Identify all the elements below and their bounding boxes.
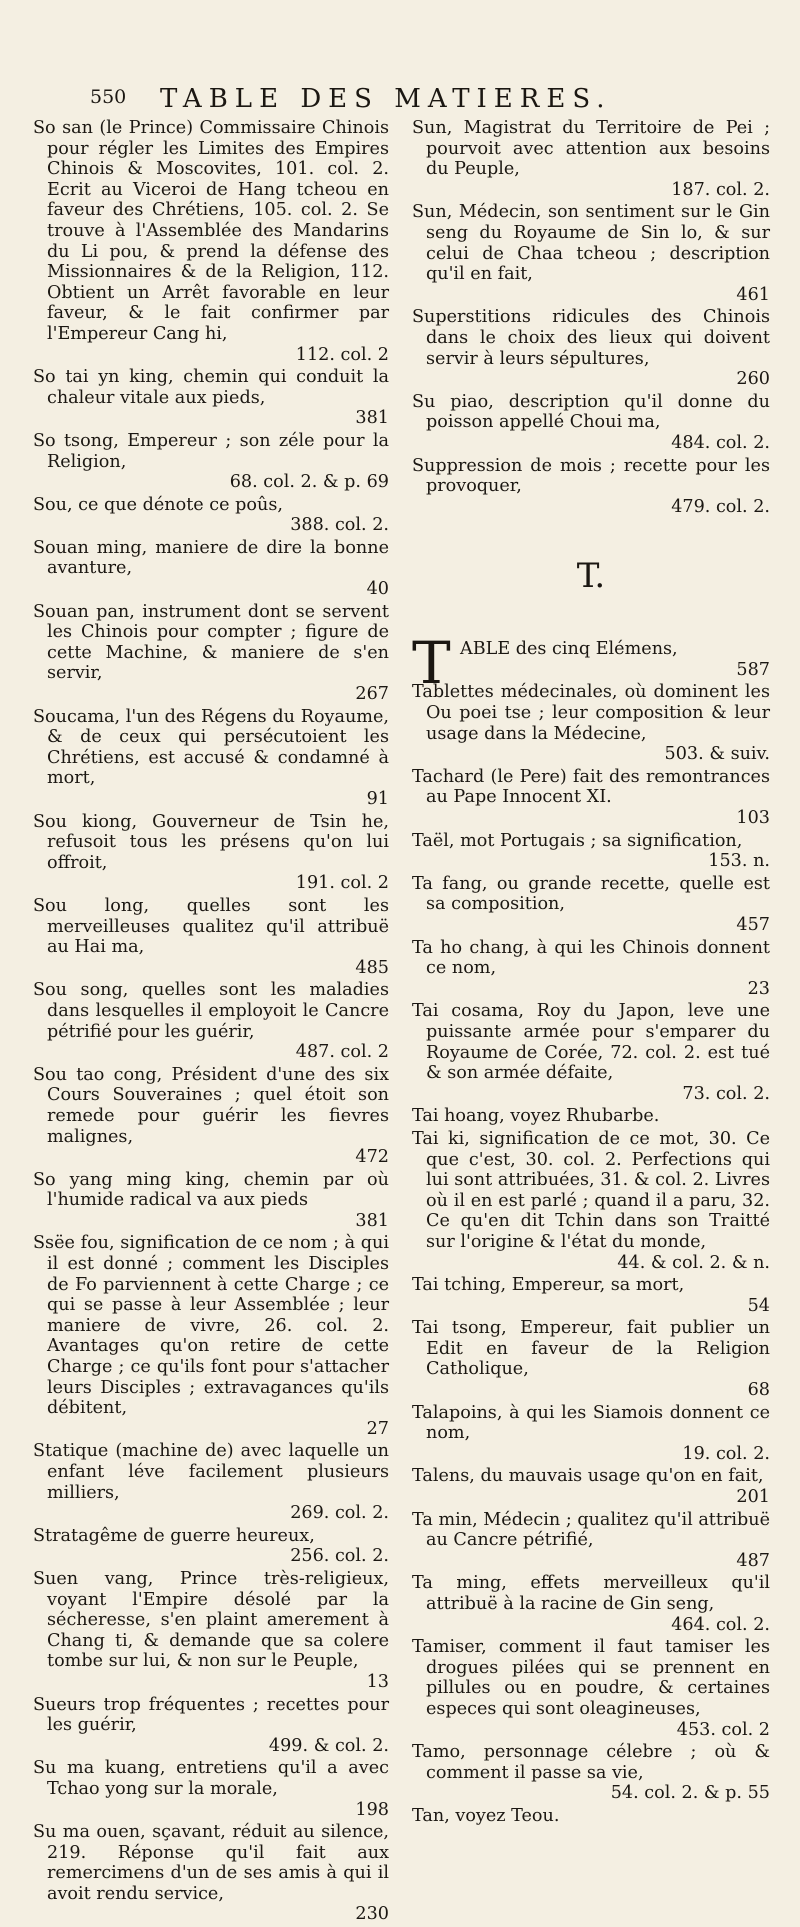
entry-text: Tai hoang, voyez Rhubarbe. <box>412 1106 660 1127</box>
entry-text: Superstitions ridicules des Chinois dans le choix des lieux qui doivent servir à leurs sépultures, <box>412 307 770 369</box>
entry-text: Sueurs trop fréquentes ; recettes pour les guérir, <box>33 1694 389 1736</box>
index-entry <box>412 1637 770 1740</box>
entry-reference: 487. col. 2 <box>295 1042 389 1063</box>
section-letter: T. <box>576 556 606 597</box>
index-entry <box>412 682 770 764</box>
entry-reference: 461 <box>736 284 770 305</box>
entry-text: Suen vang, Prince très-religieux, voyant l'Empire désolé par la sécheresse, s'en plaint amerement à Chang ti, & demande que sa colere tombe sur lui, & non sur le Peuple, <box>33 1568 389 1672</box>
entry-reference: 40 <box>366 579 389 600</box>
running-title: TABLE DES MATIERES. <box>160 84 612 114</box>
entry-text: Sou kiong, Gouverneur de Tsin he, refusoit tous les présens qu'on lui offroit, <box>33 811 389 873</box>
entry-reference: 388. col. 2. <box>290 515 389 536</box>
index-entry <box>33 1441 389 1523</box>
s-entries-continued <box>412 118 770 517</box>
index-entry <box>412 938 770 1000</box>
entry-text: Souan ming, maniere de dire la bonne avanture, <box>33 537 389 579</box>
entry-text: So tai yn king, chemin qui conduit la chaleur vitale aux pieds, <box>33 367 389 408</box>
index-entry <box>412 1806 770 1827</box>
index-entry <box>33 1170 389 1232</box>
entry-reference: 103 <box>736 808 770 829</box>
index-entry <box>412 118 770 200</box>
index-entry <box>33 1569 389 1693</box>
entry-reference: 54. col. 2. & p. 55 <box>610 1783 770 1804</box>
entry-text: Tan, voyez Teou. <box>412 1805 560 1826</box>
index-entry <box>33 367 389 429</box>
entry-reference: 267 <box>355 684 389 705</box>
entry-reference: 457 <box>736 915 770 935</box>
entry-reference: 503. & suiv. <box>664 744 770 765</box>
index-entry <box>33 495 389 536</box>
entry-text: Su ma ouen, sçavant, réduit au silence, 219. Réponse qu'il fait aux remercimens d'un de ses amis à qui il avoit rendu service, <box>33 1822 389 1904</box>
entry-reference: 54 <box>747 1295 770 1316</box>
index-entry <box>33 1822 389 1925</box>
entry-reference: 230 <box>355 1904 389 1925</box>
entry-reference: 191. col. 2 <box>295 873 389 894</box>
index-column-left <box>33 118 389 1927</box>
entry-reference: 27 <box>366 1418 389 1439</box>
entry-text: Ta ming, effets merveilleux qu'il attribuë à la racine de Gin seng, <box>412 1573 770 1614</box>
index-entry <box>412 1466 770 1507</box>
index-entry <box>33 812 389 894</box>
entry-reference: 73. col. 2. <box>682 1083 770 1104</box>
page-header <box>0 84 800 120</box>
entry-text: Sou, ce que dénote ce poûs, <box>33 494 283 515</box>
index-entry <box>412 629 770 698</box>
entry-reference: 499. & col. 2. <box>268 1735 389 1756</box>
entry-reference: 23 <box>747 978 770 999</box>
entry-reference: 198 <box>355 1799 389 1820</box>
entry-reference: 68 <box>747 1380 770 1401</box>
entry-reference: 153. n. <box>708 851 770 872</box>
index-entry <box>33 980 389 1062</box>
entry-text: So san (le Prince) Commissaire Chinois pour régler les Limites des Empires Chinois & Moscovites, 101. col. 2. Ecrit au Viceroi de Hang tcheou en faveur des Chrétiens, 105. col. 2. Se trouve à l'Assemblée des Mandarins du Li pou, & prend la défense des Missionnaires & de la Religion, 112. Obtient un Arrêt favorable en leur faveur, & le fait confirmer par l'Empereur Cang hi, <box>33 118 389 344</box>
entry-text: Sou tao cong, Président d'une des six Cours Souveraines ; quel étoit son remede pour guérir les fievres malignes, <box>33 1064 389 1147</box>
index-entry <box>33 1233 389 1439</box>
index-column-right <box>412 118 770 1829</box>
index-entry <box>33 538 389 600</box>
index-entry <box>33 602 389 705</box>
entry-reference: 260 <box>736 369 770 390</box>
entry-text: Tablettes médecinales, où dominent les Ou poei tse ; leur composition & leur usage dans la Médecine, <box>412 682 770 744</box>
entry-text: Stratagême de guerre heureux, <box>33 1525 315 1546</box>
entry-reference: 19. col. 2. <box>682 1443 770 1464</box>
entry-text: Sun, Médecin, son sentiment sur le Gin seng du Royaume de Sin lo, & sur celui de Chaa tcheou ; description qu'il en fait, <box>412 202 770 285</box>
index-entry <box>412 202 770 305</box>
index-entry <box>412 1742 770 1804</box>
entry-reference: 256. col. 2. <box>290 1546 389 1567</box>
entry-text: Sun, Magistrat du Territoire de Pei ; pourvoit avec attention aux besoins du Peuple, <box>412 118 770 180</box>
index-entry <box>412 456 770 518</box>
entry-reference: 479. col. 2. <box>671 496 770 517</box>
entry-reference: 472 <box>355 1147 389 1168</box>
index-entry <box>412 307 770 389</box>
entry-text: Ssëe fou, signification de ce nom ; à qui il est donné ; comment les Disciples de Fo parviennent à cette Charge ; ce qui se passe à leur Assemblée ; leur maniere de vivre, 26. col. 2. Avantages qu'on retire de cette Charge ; ce qu'ils font pour s'attacher leurs Disciples ; extravagances qu'ils débitent, <box>33 1233 389 1419</box>
index-entry <box>33 1526 389 1567</box>
entry-text: Ta fang, ou grande recette, quelle est sa composition, <box>412 873 770 915</box>
index-entry <box>33 707 389 810</box>
entry-reference: 587 <box>736 659 770 680</box>
entry-reference: 112. col. 2 <box>295 344 389 365</box>
entry-text: ABLE des cinq Elémens, <box>460 639 678 660</box>
index-entry <box>33 1758 389 1820</box>
entry-text: Ta ho chang, à qui les Chinois donnent ce nom, <box>412 937 770 979</box>
drop-capital: T <box>412 629 451 698</box>
index-entry <box>33 1065 389 1168</box>
index-entry <box>33 896 389 978</box>
entry-text: Tai cosama, Roy du Japon, leve une puissante armée pour s'emparer du Royaume de Corée, 72. col. 2. est tué & son armée défaite, <box>412 1001 770 1084</box>
entry-reference: 44. & col. 2. & n. <box>617 1252 770 1273</box>
entry-text: Soucama, l'un des Régens du Royaume, & de ceux qui persécutoient les Chrétiens, est accusé & condamné à mort, <box>33 706 389 789</box>
entry-reference: 269. col. 2. <box>290 1503 389 1524</box>
entry-text: Talens, du mauvais usage qu'on en fait, <box>412 1466 764 1487</box>
entry-text: Tai tsong, Empereur, fait publier un Edit en faveur de la Religion Catholique, <box>412 1318 770 1380</box>
index-entry <box>412 392 770 454</box>
entry-text: Sou long, quelles sont les merveilleuses qualitez qu'il attribuë au Hai ma, <box>33 895 389 958</box>
entry-text: Statique (machine de) avec laquelle un enfant léve facilement plusieurs milliers, <box>33 1441 389 1503</box>
entry-reference: 485 <box>355 957 389 978</box>
index-entry <box>412 1129 770 1273</box>
entry-reference: 91 <box>366 789 389 809</box>
entry-text: So tsong, Empereur ; son zéle pour la Religion, <box>33 430 389 472</box>
entry-reference: 187. col. 2. <box>671 179 770 200</box>
entry-reference: 484. col. 2. <box>671 432 770 453</box>
index-entry <box>33 431 389 493</box>
entry-reference: 13 <box>366 1671 389 1692</box>
entry-text: Suppression de mois ; recette pour les provoquer, <box>412 455 770 497</box>
index-entry <box>33 1695 389 1757</box>
entry-text: Souan pan, instrument dont se servent les Chinois pour compter ; figure de cette Machine, & maniere de s'en servir, <box>33 601 389 684</box>
entry-text: Su piao, description qu'il donne du poisson appellé Choui ma, <box>412 391 770 433</box>
index-entry <box>412 831 770 872</box>
entry-reference: 381 <box>355 1210 389 1231</box>
index-entry <box>412 767 770 829</box>
entry-reference: 201 <box>736 1487 770 1508</box>
entry-text: Tamo, personnage célebre ; où & comment il passe sa vie, <box>412 1742 770 1783</box>
entry-text: Tai tching, Empereur, sa mort, <box>412 1275 685 1296</box>
entry-reference: 381 <box>355 408 389 429</box>
index-entry <box>412 1573 770 1635</box>
entry-text: Taël, mot Portugais ; sa signification, <box>412 830 743 851</box>
t-entries <box>412 629 770 1826</box>
index-entry <box>33 118 389 365</box>
entry-text: So yang ming king, chemin par où l'humide radical va aux pieds <box>33 1169 389 1211</box>
index-entry <box>412 1318 770 1400</box>
entry-text: Ta min, Médecin ; qualitez qu'il attribuë au Cancre pétrifié, <box>412 1509 770 1551</box>
entry-text: Tamiser, comment il faut tamiser les drogues pilées qui se prennent en pillules ou en poudre, & certaines especes qui sont oleagineuses, <box>412 1637 770 1719</box>
entry-text: Tai ki, signification de ce mot, 30. Ce que c'est, 30. col. 2. Perfections qui lui sont attribuées, 31. & col. 2. Livres où il en est parlé ; quand il a paru, 32. Ce qu'en dit Tchin dans son Traitté sur l'origine & l'état du monde, <box>412 1128 770 1252</box>
entry-reference: 453. col. 2 <box>676 1719 770 1740</box>
entry-reference: 464. col. 2. <box>671 1614 770 1635</box>
entry-reference: 68. col. 2. & p. 69 <box>229 472 389 493</box>
index-entry <box>412 1275 770 1316</box>
index-entry <box>412 1510 770 1572</box>
page-number: 550 <box>90 86 127 108</box>
entry-text: Sou song, quelles sont les maladies dans lesquelles il employoit le Cancre pétrifié pour les guérir, <box>33 980 389 1042</box>
index-entry <box>412 1403 770 1465</box>
entry-text: Tachard (le Pere) fait des remontrances au Pape Innocent XI. <box>412 766 770 808</box>
entry-text: Su ma kuang, entretiens qu'il a avec Tchao yong sur la morale, <box>33 1758 389 1799</box>
index-entry <box>412 1001 770 1104</box>
index-entry <box>412 1106 770 1127</box>
entry-reference: 487 <box>736 1550 770 1571</box>
entry-text: Talapoins, à qui les Siamois donnent ce nom, <box>412 1402 770 1444</box>
index-entry <box>412 874 770 936</box>
